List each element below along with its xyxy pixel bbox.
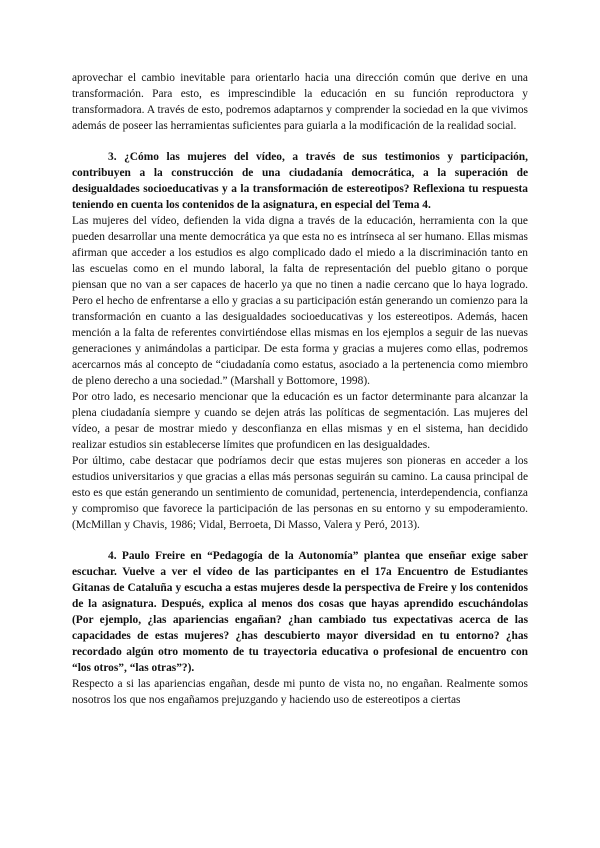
answer-3-paragraph-1: Las mujeres del vídeo, defienden la vida digna a través de la educación, herramienta con la que pueden desarrollar una mente democrática ya que esta no es intrínseca al ser humano. Ellas mismas afirman que acceder a los estudios es algo complicado dado el miedo a la discriminación tanto en las escuelas como en el mundo laboral, la falta de representación del pueblo gitano o porque piensan que no van a ser capaces de hacerlo ya que no tinen a nadie cercano que lo haya logrado. Pero el hecho de enfrentarse a ello y gracias a su participación están generando un comienzo para la transformación en cuanto a las desigualdades socioeducativas y los estereotipos. Además, hacen mención a la falta de referentes convirtiéndose ellas mismas en los ejemplos a seguir de las nuevas generaciones y animándolas a participar. De esta forma y gracias a mujeres como ellas, podremos acercarnos más al concepto de “ciudadanía como estatus, asociado a la pertenencia como miembro de pleno derecho a una sociedad.” (Marshall y Bottomore, 1998).: [72, 215, 528, 387]
answer-3-paragraph-2: Por otro lado, es necesario mencionar que la educación es un factor determinante para alcanzar la plena ciudadanía siempre y cuando se dejen atrás las políticas de segmentación. Las mujeres del vídeo, a pesar de mostrar miedo y desconfianza en ellas mismas y en el sistema, han decidido realizar estudios sin establecerse límites que profundicen en las desigualdades.: [72, 391, 528, 451]
spacer: [72, 533, 528, 548]
answer-3-paragraph-3: Por último, cabe destacar que podríamos decir que estas mujeres son pioneras en acceder a los estudios universitarios y que gracias a ellas más personas seguirán su camino. La causa principal de esto es que están generando un sentimiento de comunidad, pertenencia, interdependencia, confianza y compromiso que favorece la participación de las personas en su entorno y su empoderamiento. (McMillan y Chavis, 1986; Vidal, Berroeta, Di Masso, Valera y Peró, 2013).: [72, 455, 528, 531]
spacer: [72, 134, 528, 149]
intro-paragraph: aprovechar el cambio inevitable para orientarlo hacia una dirección común que derive en una transformación. Para esto, es imprescindible la educación en su función reproductora y transformadora. A través de esto, podremos adaptarnos y comprender la sociedad en la que vivimos además de poseer las herramientas suficientes para guiarla a la modificación de la realidad social.: [72, 72, 528, 132]
question-3: 3. ¿Cómo las mujeres del vídeo, a través de sus testimonios y participación, contribuyen a la construcción de una ciudadanía democrática, a la superación de desigualdades socioeducativas y a la transformación de estereotipos? Reflexiona tu respuesta teniendo en cuenta los contenidos de la asignatura, en especial del Tema 4.: [72, 151, 528, 211]
answer-4-paragraph-1: Respecto a si las apariencias engañan, desde mi punto de vista no, no engañan. Realmente somos nosotros los que nos engañamos prejuzgando y haciendo uso de estereotipos a ciertas: [72, 678, 528, 706]
question-4: 4. Paulo Freire en “Pedagogía de la Autonomía” plantea que enseñar exige saber escuchar. Vuelve a ver el vídeo de las participantes en el 17a Encuentro de Estudiantes Gitanas de Cataluña y escucha a estas mujeres desde la perspectiva de Freire y los contenidos de la asignatura. Después, explica al menos dos cosas que hayas aprendido escuchándolas (Por ejemplo, ¿las apariencias engañan? ¿han cambiado tus expectativas acerca de las capacidades de estas mujeres? ¿has descubierto mayor diversidad en tu entorno? ¿has recordado algún otro momento de tu trayectoria educativa o profesional de encuentro con “los otros”, “las otras”?).: [72, 550, 528, 674]
